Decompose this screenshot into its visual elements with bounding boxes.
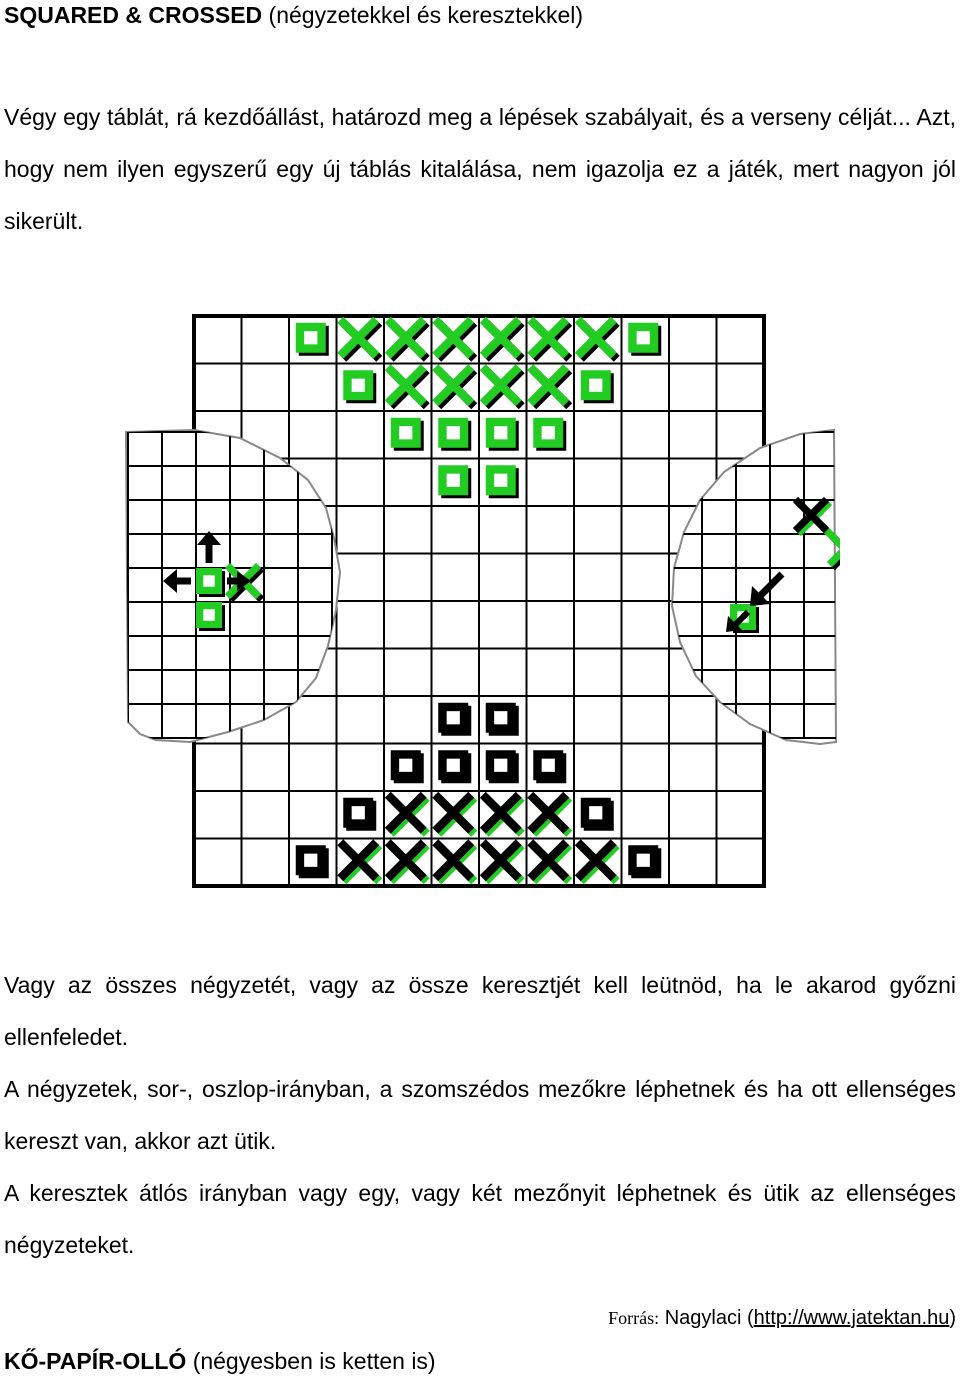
square-piece-hole: [352, 806, 365, 819]
square-piece-hole: [494, 711, 507, 724]
source-link[interactable]: http://www.jatektan.hu: [753, 1307, 950, 1329]
game-board-illustration: [120, 310, 840, 892]
square-piece-hole: [542, 426, 555, 439]
square-piece-hole: [304, 854, 317, 867]
source-close: ): [949, 1307, 956, 1329]
source-author: Nagylaci (: [664, 1307, 754, 1329]
title-bold: SQUARED & CROSSED: [4, 2, 263, 28]
square-piece-hole: [494, 474, 507, 487]
rule-crosses: A keresztek átlós irányban vagy egy, vagy két mezőnyit léphetnek és ütik az ellenséges négyzeteket.: [4, 1180, 956, 1258]
rule-goal: Vagy az összes négyzetét, vagy az össze keresztjét kell leütnöd, ha le akarod győzni ellenfeledet.: [4, 972, 956, 1050]
square-piece-hole: [399, 759, 412, 772]
square-piece-hole: [494, 759, 507, 772]
square-piece-hole: [447, 426, 460, 439]
next-title-subtitle: (négyesben is ketten is): [192, 1348, 436, 1374]
square-piece-hole: [542, 759, 555, 772]
square-piece-hole: [447, 711, 460, 724]
title-subtitle: (négyzetekkel és keresztekkel): [268, 2, 584, 28]
source-credit: [608, 1303, 956, 1333]
square-piece-hole: [447, 759, 460, 772]
square-piece-hole: [589, 379, 602, 392]
next-title-bold: KŐ-PAPÍR-OLLÓ: [4, 1348, 187, 1374]
square-piece-hole: [352, 379, 365, 392]
square-piece-hole: [203, 609, 214, 620]
square-piece-hole: [447, 474, 460, 487]
next-section-title: [4, 1346, 436, 1376]
square-piece-hole: [203, 575, 214, 586]
source-label: Forrás:: [608, 1308, 660, 1328]
square-piece-hole: [399, 426, 412, 439]
rule-squares: A négyzetek, sor-, oszlop-irányban, a szomszédos mezőkre léphetnek és ha ott ellenséges kereszt van, akkor azt ütik.: [4, 1076, 956, 1154]
section-title: [4, 0, 583, 30]
square-piece-hole: [304, 331, 317, 344]
intro-paragraph: Végy egy táblát, rá kezdőállást, határozd meg a lépések szabályait, és a verseny célját... Azt, hogy nem ilyen egyszerű egy új táblás kitalálása, nem igazolja ez a játék, mert nagyon jól sikerült.: [4, 104, 956, 234]
square-piece-hole: [637, 331, 650, 344]
square-piece-hole: [637, 854, 650, 867]
square-piece-hole: [589, 806, 602, 819]
square-piece-hole: [494, 426, 507, 439]
